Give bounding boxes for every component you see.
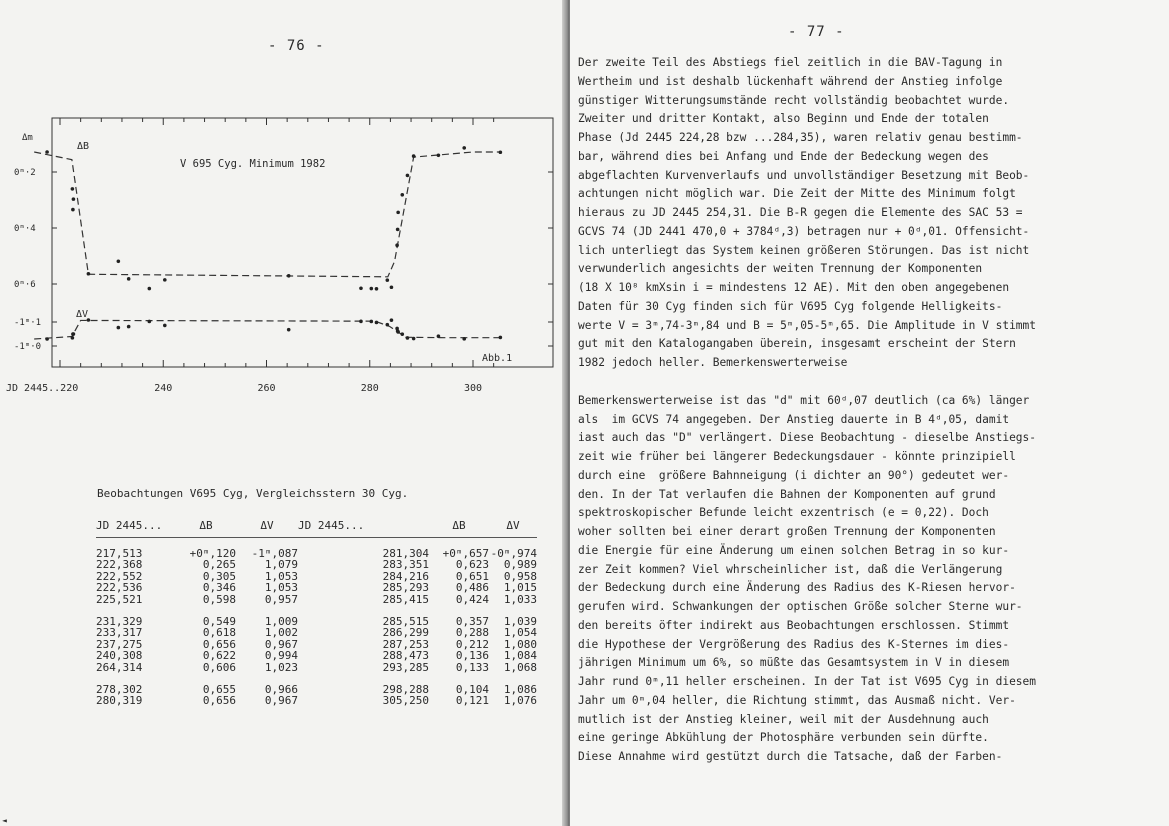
data-point-delta-v: [369, 320, 373, 324]
x-axis-label: JD 2445..220: [6, 383, 79, 394]
chart-frame: [52, 118, 553, 367]
x-tick-label: 260: [257, 383, 276, 394]
table-cell: 1,002: [264, 626, 298, 640]
table-cell: 0,618: [202, 626, 236, 640]
data-point-delta-b: [148, 287, 152, 291]
table-cell: 0,121: [455, 694, 489, 708]
data-point-delta-v: [412, 337, 416, 341]
column-header: ΔV: [489, 520, 537, 537]
text-line: zeit wie früher bei längerer Bedeckungsdauer - könnte prinzipiell: [578, 450, 1016, 463]
series-curve-delta-b: [34, 152, 501, 277]
text-line: Bemerkenswerterweise ist das "d" mit 60ᵈ,07 deutlich (ca 6%) länger: [578, 393, 1030, 407]
table-cell: +0ᵐ,657: [442, 546, 489, 560]
body-text: [578, 54, 1143, 767]
column-header: ΔV: [236, 520, 298, 537]
table-cell: 237,275: [96, 637, 143, 651]
data-point-delta-v: [287, 328, 291, 332]
table-cell: 293,285: [382, 660, 429, 674]
table-cell: 1,023: [264, 660, 298, 674]
text-line: eine geringe Abkühlung der Photosphäre verbunden sein dürfte.: [578, 731, 989, 745]
text-line: günstiger Witterungsumstände recht vollständig beobachtet wurde.: [578, 93, 1010, 107]
table-cell: 0,212: [455, 637, 489, 651]
table-cell: 1,054: [503, 626, 537, 640]
table-cell: 0,549: [202, 614, 236, 628]
data-point-delta-b: [390, 285, 394, 289]
table-cell: 1,033: [503, 592, 537, 606]
data-point-delta-b: [386, 278, 390, 282]
data-point-delta-b: [287, 274, 291, 278]
table-cell: 0,958: [503, 569, 537, 583]
table-cell: -0ᵐ,974: [490, 546, 537, 560]
y-tick-label: 0ᵐ·2: [14, 168, 36, 178]
right-page: [570, 0, 1169, 826]
table-row: [96, 695, 537, 707]
observations-table: [96, 520, 537, 707]
y-axis-label: Δm: [22, 133, 33, 143]
data-point-delta-b: [412, 154, 416, 158]
text-line: Diese Annahme wird gestützt durch die Tatsache, daß der Farben-: [578, 750, 1003, 763]
data-point-delta-v: [499, 336, 503, 340]
table-cell: 286,299: [382, 626, 429, 640]
text-line: 1982 jedoch heller. Bemerkenswerterweise: [578, 356, 848, 369]
text-line: (18 X 10⁸ kmXsin i = mindestens 12 AE). Mit den oben angegebenen: [578, 281, 1010, 294]
text-line: Jahr rund 0ᵐ,11 heller erscheinen. In der Tat ist V695 Cyg in diesem: [578, 675, 1037, 688]
text-line: den. In der Tat verlaufen die Bahnen der Komponenten auf grund: [578, 487, 996, 501]
data-point-delta-b: [369, 287, 373, 291]
data-point-delta-b: [71, 187, 75, 191]
data-point-delta-v: [71, 336, 75, 340]
text-line: die Energie für eine Änderung um einen solchen Betrag in so kur-: [578, 543, 1010, 557]
table-cell: +0ᵐ,120: [189, 546, 236, 560]
column-header: JD 2445...: [298, 520, 429, 537]
text-line: achtungen nicht möglich war. Die Zeit der Mitte des Minimum folgt: [578, 187, 1016, 201]
text-line: lich unterliegt das System keinen größeren Störungen. Das ist nicht: [578, 243, 1030, 257]
data-point-delta-b: [437, 154, 441, 158]
text-line: der Bedeckung durch eine Änderung des Radius des K-Riesen hervor-: [578, 581, 1016, 595]
data-point-delta-v: [386, 323, 390, 327]
table-cell: 305,250: [382, 694, 429, 708]
text-line: woher sollten bei einer derart großen Trennung der Komponenten: [578, 525, 996, 538]
table-cell: 231,329: [96, 614, 143, 628]
data-point-delta-b: [395, 243, 399, 247]
text-line: Der zweite Teil des Abstiegs fiel zeitlich in die BAV-Tagung in: [578, 56, 1003, 69]
table-cell: 0,655: [202, 682, 236, 696]
text-line: zer Zeit kommen? Viel whrscheinlicher ist, daß die Verlängerung: [578, 562, 1003, 576]
text-line: spektroskopischer Befunde leicht exzentrisch (e = 0,22). Doch: [578, 506, 989, 520]
x-tick-label: 240: [154, 383, 173, 394]
text-line: durch eine größere Bahnneigung (i dichter an 90°) gedeutet wer-: [578, 468, 1010, 482]
table-cell: 298,288: [382, 682, 429, 696]
table-caption: Beobachtungen V695 Cyg, Vergleichsstern 30 Cyg.: [97, 487, 409, 500]
data-point-delta-b: [396, 228, 400, 232]
page-number-right: - 77 -: [788, 24, 845, 40]
table-cell: 222,552: [96, 569, 143, 583]
column-header: JD 2445...: [96, 520, 176, 537]
table-cell: 1,080: [503, 637, 537, 651]
table-cell: 281,304: [382, 546, 429, 560]
table-cell: 287,253: [382, 637, 429, 651]
data-point-delta-v: [127, 325, 131, 329]
table-cell: 1,076: [503, 694, 537, 708]
text-line: hieraus zu JD 2445 254,31. Die B-R gegen die Elemente des SAC 53 =: [578, 206, 1023, 219]
table-cell: 0,967: [264, 694, 298, 708]
table-header-row: [96, 520, 537, 537]
table-cell: 1,039: [503, 614, 537, 628]
data-point-delta-b: [117, 259, 121, 263]
table-cell: 0,346: [202, 581, 236, 595]
table-cell: 1,009: [264, 614, 298, 628]
text-line: verwunderlich angesichts der weiten Trennung der Komponenten: [578, 262, 983, 276]
table-cell: 0,966: [264, 682, 298, 696]
table-cell: 0,424: [455, 592, 489, 606]
table-cell: 240,308: [96, 649, 143, 663]
data-point-delta-b: [359, 286, 363, 290]
data-point-delta-b: [396, 211, 400, 215]
data-point-delta-v: [396, 330, 400, 334]
data-point-delta-v: [406, 336, 410, 340]
table-cell: 283,351: [382, 558, 429, 572]
table-cell: 284,216: [382, 569, 429, 583]
table-cell: 1,068: [503, 660, 537, 674]
table-cell: 0,357: [455, 614, 489, 628]
table-cell: 0,598: [202, 592, 236, 606]
data-point-delta-v: [71, 332, 75, 336]
text-line: gerufen wird. Schwankungen der optischen Größe solcher Sterne wur-: [578, 600, 1023, 613]
table-cell: 0,133: [455, 660, 489, 674]
chart-border: [52, 118, 553, 367]
y-tick-label: 0ᵐ·4: [14, 224, 36, 234]
data-point-delta-v: [359, 320, 363, 324]
series-label-delta-b: ΔB: [77, 141, 90, 152]
table-cell: 1,086: [503, 682, 537, 696]
table-cell: 0,656: [202, 694, 236, 708]
text-line: gut mit den Katalogangaben überein, insgesamt erscheint der Stern: [578, 337, 1016, 351]
text-line: GCVS 74 (JD 2441 470,0 + 3784ᵈ,3) betragen nur + 0ᵈ,01. Offensicht-: [578, 224, 1030, 238]
data-point-delta-v: [462, 337, 466, 341]
text-line: iast auch das "D" verlängert. Diese Beobachtung - dieselbe Anstiegs-: [578, 431, 1037, 445]
text-line: bar, während dies bei Anfang und Ende der Bedeckung wegen des: [578, 149, 989, 163]
table-cell: 222,536: [96, 581, 143, 595]
data-point-delta-v: [400, 332, 404, 336]
x-tick-label: 300: [463, 383, 483, 394]
corner-mark: ◄: [2, 816, 7, 825]
table-cell: 0,305: [202, 569, 236, 583]
table-cell: 285,515: [382, 614, 429, 628]
table-cell: 0,288: [455, 626, 489, 640]
table-row: [96, 662, 537, 674]
table-cell: 0,994: [264, 649, 298, 663]
data-point-delta-v: [163, 324, 167, 328]
text-line: Jahr um 0ᵐ,04 heller, die Richtung stimmt, das Ausmaß nicht. Ver-: [578, 693, 1016, 707]
table-cell: 0,651: [455, 569, 489, 583]
text-line: abgeflachten Kurvenverlaufs und unvollständiger Besetzung mit Beob-: [578, 168, 1030, 182]
data-point-delta-v: [148, 320, 152, 324]
y-tick-label: -1ᵐ·1: [14, 318, 42, 328]
data-point-delta-v: [390, 318, 394, 322]
chart-title: V 695 Cyg. Minimum 1982: [180, 158, 326, 170]
data-point-delta-b: [375, 287, 379, 291]
y-tick-label: 0ᵐ·6: [14, 280, 36, 290]
table-cell: 285,415: [382, 592, 429, 606]
table-cell: 0,623: [455, 558, 489, 572]
table-cell: 1,079: [264, 558, 298, 572]
table-cell: 280,319: [96, 694, 143, 708]
text-line: Wertheim und ist deshalb lückenhaft während der Anstieg infolge: [578, 74, 1003, 88]
figure-label: Abb.1: [482, 353, 513, 364]
paragraph-gap: [578, 373, 1143, 392]
y-tick-label: -1ᵐ·0: [14, 342, 42, 352]
text-line: als im GCVS 74 angegeben. Der Anstieg dauerte in B 4ᵈ,05, damit: [578, 412, 1010, 426]
text-line: werte V = 3ᵐ,74-3ᵐ,84 und B = 5ᵐ,05-5ᵐ,65. Die Amplitude in V stimmt: [578, 318, 1037, 332]
left-page: [0, 0, 566, 826]
table-cell: 1,084: [503, 649, 537, 663]
data-point-delta-v: [437, 334, 441, 338]
data-point-delta-b: [71, 208, 75, 212]
table-cell: 0,989: [503, 558, 537, 572]
series-label-delta-v: ΔV: [76, 309, 89, 320]
page-number-left: - 76 -: [268, 38, 325, 54]
table-row: [96, 627, 537, 639]
table-row: [96, 594, 537, 606]
table-cell: 0,622: [202, 649, 236, 663]
data-point-delta-b: [45, 150, 49, 154]
text-line: jährigen Minimum um 6%, so müßte das Gesamtsystem in V in diesem: [578, 656, 1010, 670]
light-curve-chart: [0, 115, 566, 400]
data-point-delta-v: [45, 337, 49, 341]
series-curve-delta-v: [34, 320, 501, 339]
data-point-delta-v: [117, 326, 121, 330]
table-cell: 0,967: [264, 637, 298, 651]
data-point-delta-b: [87, 272, 91, 276]
text-line: den bereits öfter indirekt aus Beobachtungen erschlossen. Stimmt: [578, 618, 1010, 632]
text-line: Phase (Jd 2445 224,28 bzw ...284,35), waren relativ genau bestimm-: [578, 131, 1023, 144]
table-cell: 278,302: [96, 682, 143, 696]
table-cell: 217,513: [96, 546, 143, 560]
table-cell: 285,293: [382, 581, 429, 595]
text-line: Daten für 30 Cyg finden sich für V695 Cyg folgende Helligkeits-: [578, 299, 1003, 313]
text-line: die Hypothese der Vergrößerung des Radius des K-Sternes im dies-: [578, 637, 1010, 651]
table-cell: 0,104: [455, 682, 489, 696]
table-cell: 0,957: [264, 592, 298, 606]
text-line: mutlich ist der Anstieg kleiner, weil mit der Ausdehnung auch: [578, 712, 989, 726]
column-header: ΔB: [176, 520, 236, 537]
data-point-delta-b: [163, 278, 167, 282]
column-header: ΔB: [429, 520, 489, 537]
data-point-delta-b: [499, 150, 503, 154]
table-cell: 0,136: [455, 649, 489, 663]
table-cell: 264,314: [96, 660, 143, 674]
table-cell: 0,606: [202, 660, 236, 674]
table-cell: 225,521: [96, 592, 143, 606]
table-cell: 1,015: [503, 581, 537, 595]
table-cell: 1,053: [264, 581, 298, 595]
data-point-delta-b: [72, 197, 76, 201]
table-cell: 288,473: [382, 649, 429, 663]
data-point-delta-b: [127, 277, 131, 281]
table-cell: 222,368: [96, 558, 143, 572]
text-line: Zweiter und dritter Kontakt, also Beginn und Ende der totalen: [578, 112, 989, 126]
table-cell: 0,265: [202, 558, 236, 572]
table-cell: 0,486: [455, 581, 489, 595]
data-point-delta-v: [375, 321, 379, 325]
table-cell: 1,053: [264, 569, 298, 583]
data-point-delta-b: [462, 146, 466, 150]
table-cell: 0,656: [202, 637, 236, 651]
x-tick-label: 280: [360, 383, 379, 394]
table-cell: -1ᵐ,087: [251, 546, 298, 560]
data-point-delta-b: [400, 193, 404, 197]
data-point-delta-b: [406, 174, 410, 178]
table-cell: 233,317: [96, 626, 143, 640]
